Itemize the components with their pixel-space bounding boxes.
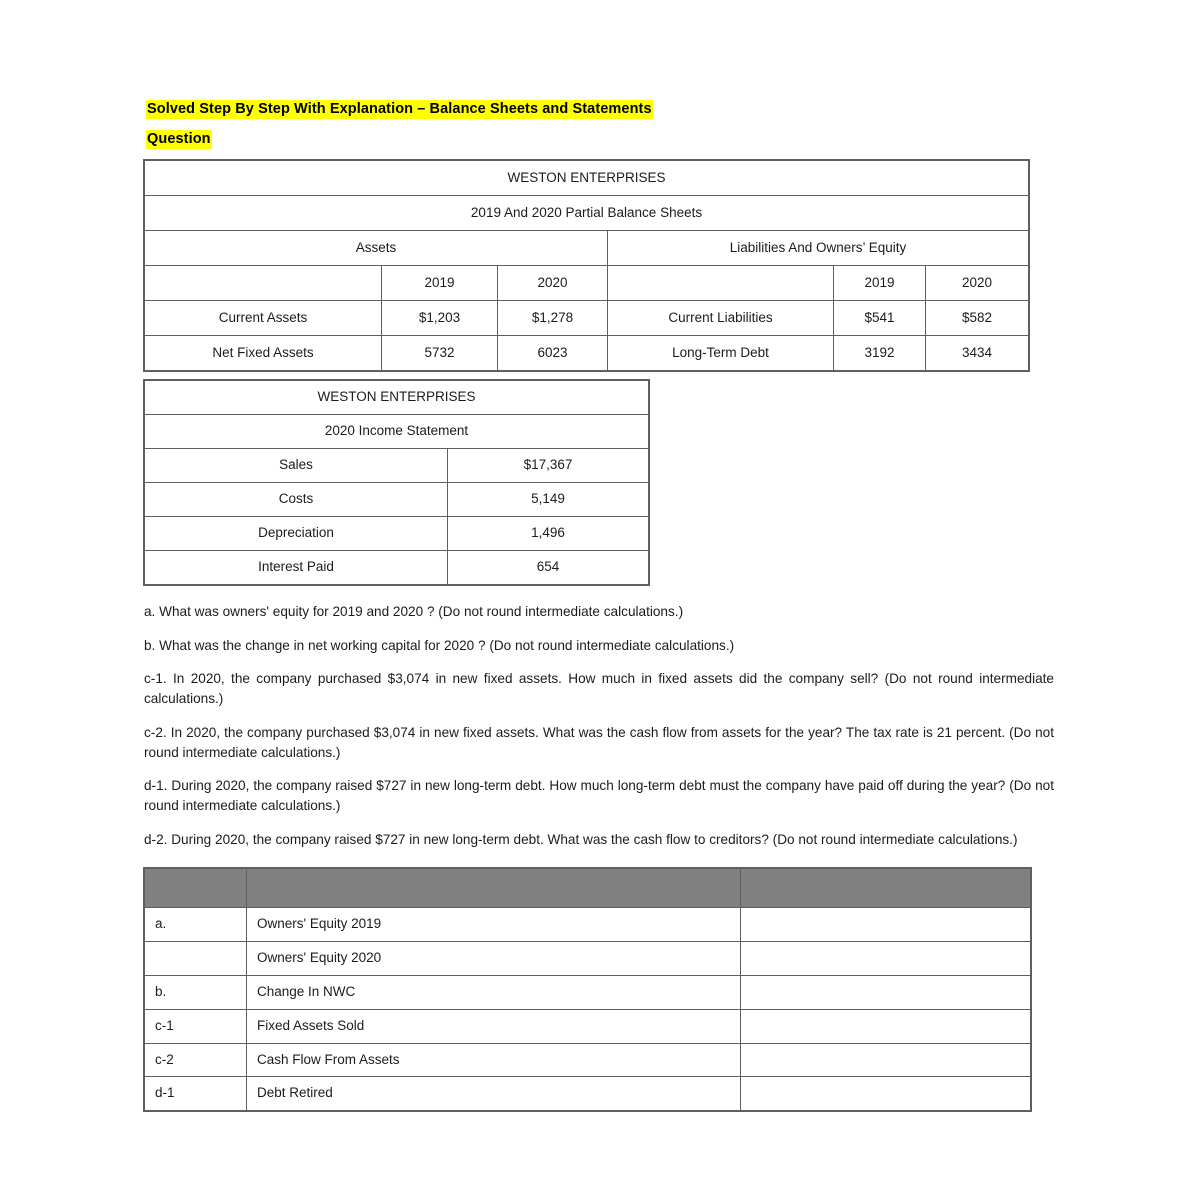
heading-line-1 [146,98,1046,120]
answer-entry-table [144,868,1031,1111]
assets-year-2020-header: 2020 [498,266,608,301]
answer-label-owners-equity-2020: Owners' Equity 2020 [247,941,741,975]
question-list [144,602,1054,849]
balance-sheet-company-name: WESTON ENTERPRISES [145,161,1029,196]
answer-ref-blank [145,941,247,975]
answer-label-owners-equity-2019: Owners' Equity 2019 [247,908,741,942]
income-statement-table [144,380,649,585]
question-d-2: d-2. During 2020, the company raised $727 in new long-term debt. What was the cash flow to creditors? (Do not round intermediate calculations.) [144,831,1018,847]
answer-ref-b: b. [145,975,247,1009]
answer-value-cash-flow-from-assets[interactable] [741,1043,1031,1077]
answer-ref-c-1: c-1 [145,1009,247,1043]
liabilities-blank-header [608,266,834,301]
table-row [145,1043,1031,1077]
table-row [145,941,1031,975]
question-a: a. What was owners' equity for 2019 and 2020 ? (Do not round intermediate calculations.) [144,604,684,619]
table-row [145,1009,1031,1043]
answer-ref-a: a. [145,908,247,942]
interest-paid-value: 654 [448,551,649,585]
current-assets-2020: $1,278 [498,301,608,336]
heading-question-highlighted: Question [147,130,211,147]
table-row [145,908,1031,942]
liabilities-year-2020-header: 2020 [926,266,1029,301]
answer-label-fixed-assets-sold: Fixed Assets Sold [247,1009,741,1043]
heading-line-2 [146,128,1046,150]
income-statement-subtitle: 2020 Income Statement [145,415,649,449]
interest-paid-label: Interest Paid [145,551,448,585]
table-row [145,266,1029,301]
balance-sheet-subtitle: 2019 And 2020 Partial Balance Sheets [145,196,1029,231]
table-row [145,517,649,551]
answer-value-owners-equity-2019[interactable] [741,908,1031,942]
table-row [145,196,1029,231]
long-term-debt-2020: 3434 [926,336,1029,371]
depreciation-label: Depreciation [145,517,448,551]
heading-title-highlighted: Solved Step By Step With Explanation – Balance Sheets and Statements [147,101,652,117]
table-row [145,301,1029,336]
table-row [145,161,1029,196]
sales-label: Sales [145,449,448,483]
assets-section-header: Assets [145,231,608,266]
net-fixed-assets-label: Net Fixed Assets [145,336,382,371]
table-row [145,415,649,449]
costs-value: 5,149 [448,483,649,517]
current-assets-label: Current Assets [145,301,382,336]
answer-table-header-row [145,869,1031,908]
question-c-2: c-2. In 2020, the company purchased $3,074 in new fixed assets. What was the cash flow from assets for the year? The tax rate is 21 percent. (Do not round intermediate calculations.) [144,724,1054,760]
current-liabilities-2019: $541 [834,301,926,336]
answer-label-debt-retired: Debt Retired [247,1077,741,1111]
answer-ref-c-2: c-2 [145,1043,247,1077]
net-fixed-assets-2020: 6023 [498,336,608,371]
answer-header-label [247,869,741,908]
current-assets-2019: $1,203 [382,301,498,336]
question-d-1: d-1. During 2020, the company raised $727 in new long-term debt. How much long-term debt must the company have paid off during the year? (Do not round intermediate calculations.) [144,778,1054,813]
answer-label-change-in-nwc: Change In NWC [247,975,741,1009]
answer-ref-d-1: d-1 [145,1077,247,1111]
question-b: b. What was the change in net working capital for 2020 ? (Do not round intermediate calculations.) [144,637,735,653]
long-term-debt-2019: 3192 [834,336,926,371]
assets-year-2019-header: 2019 [382,266,498,301]
answer-header-value [741,869,1031,908]
table-row [145,381,649,415]
liabilities-year-2019-header: 2019 [834,266,926,301]
table-row [145,551,649,585]
liabilities-equity-section-header: Liabilities And Owners’ Equity [608,231,1029,266]
long-term-debt-label: Long-Term Debt [608,336,834,371]
answer-header-ref [145,869,247,908]
table-row [145,975,1031,1009]
current-liabilities-label: Current Liabilities [608,301,834,336]
sales-value: $17,367 [448,449,649,483]
answer-value-debt-retired[interactable] [741,1077,1031,1111]
answer-value-owners-equity-2020[interactable] [741,941,1031,975]
net-fixed-assets-2019: 5732 [382,336,498,371]
income-statement-company-name: WESTON ENTERPRISES [145,381,649,415]
table-row [145,336,1029,371]
table-row [145,449,649,483]
document-heading [146,98,1046,157]
table-row [145,1077,1031,1111]
costs-label: Costs [145,483,448,517]
answer-value-fixed-assets-sold[interactable] [741,1009,1031,1043]
answer-value-change-in-nwc[interactable] [741,975,1031,1009]
partial-balance-sheets-table [144,160,1029,371]
assets-blank-header [145,266,382,301]
table-row [145,231,1029,266]
depreciation-value: 1,496 [448,517,649,551]
question-c-1: c-1. In 2020, the company purchased $3,074 in new fixed assets. How much in fixed assets did the company sell? (Do not round intermediate calculations.) [144,671,1054,707]
table-row [145,483,649,517]
answer-label-cash-flow-from-assets: Cash Flow From Assets [247,1043,741,1077]
current-liabilities-2020: $582 [926,301,1029,336]
